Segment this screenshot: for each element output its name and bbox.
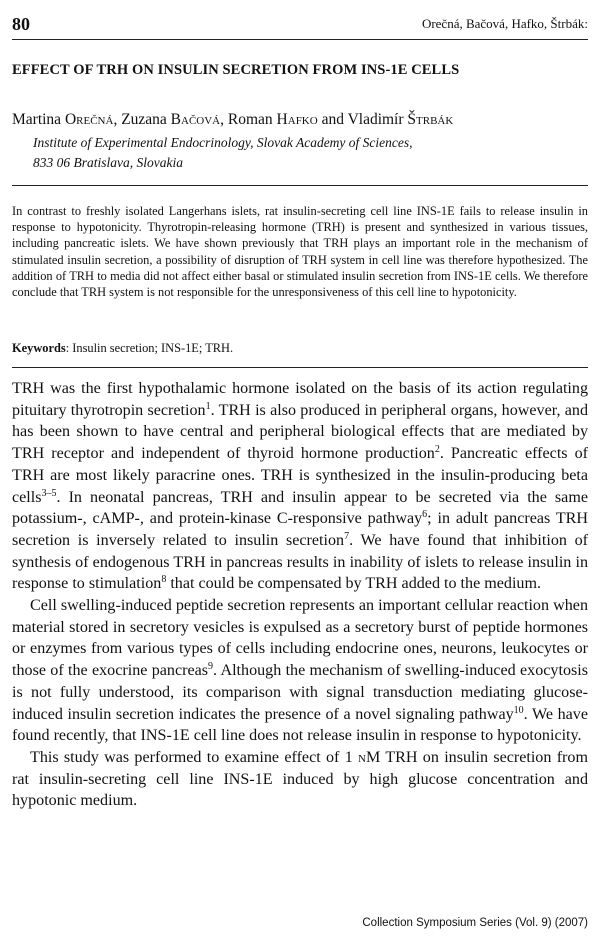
author-2: Zuzana Bačová,: [121, 111, 228, 128]
affiliation-line-1: Institute of Experimental Endocrinology, Slovak Academy of Sciences,: [33, 135, 413, 150]
keywords: [12, 340, 588, 356]
paragraph-3: This study was performed to examine effect of 1 nM TRH on insulin secretion from rat insulin-secreting cell line INS-1E induced by high glucose concentration and hypotonic medium.: [12, 748, 588, 810]
reference-marker: 1: [205, 400, 211, 412]
reference-marker: 9: [208, 661, 213, 673]
affiliation: [33, 133, 588, 173]
reference-marker: 7: [344, 530, 350, 542]
reference-marker: 2: [434, 444, 440, 456]
running-header: [12, 14, 588, 40]
reference-marker: 6: [422, 509, 428, 521]
header-divider: [12, 39, 588, 40]
author-1: Martina Orečná,: [12, 111, 122, 128]
author-list: [12, 111, 588, 129]
affiliation-line-2: 833 06 Bratislava, Slovakia: [33, 155, 183, 170]
unit-nanomolar: nM: [358, 748, 381, 766]
page-number: 80: [12, 14, 30, 34]
journal-footer: Collection Symposium Series (Vol. 9) (2007): [362, 917, 588, 929]
author-3: Roman Hafko and: [227, 111, 348, 128]
author-4: Vladimír Štrbák: [347, 111, 454, 128]
abstract-top-divider: [12, 185, 588, 186]
reference-marker: 3–5: [41, 487, 57, 499]
paper-title: EFFECT OF TRH ON INSULIN SECRETION FROM INS-1E CELLS: [12, 62, 460, 78]
abstract: In contrast to freshly isolated Langerhans islets, rat insulin-secreting cell line INS-1E fails to release insulin in response to hypotonicity. Thyrotropin-releasing hormone (TRH) is present and synthesized in various tissues, including pancreatic islets. We have shown previously that TRH plays an important role in the mechanism of stimulated insulin secretion, a possibility of disruption of TRH system in cell line was therefore hypothesized. The addition of TRH to media did not affect either basal or stimulated insulin secretion from INS-1E cells. We therefore conclude that TRH system is not responsible for the unresponsiveness of this cell line to hypotonicity.: [12, 204, 588, 300]
keywords-label: Keywords: [12, 341, 66, 355]
paragraph-1: TRH was the first hypothalamic hormone isolated on the basis of its action regulating pituitary thyrotropin secretion$^1$. TRH is also produced in peripheral organs, however, and has been shown to have central and peripheral biological effects that are mediated by TRH receptor and independent of thyroid hormone production$^2$. Pancreatic effects of TRH are most likely paracrine ones. TRH is synthesized in the insulin-producing beta cells$^{3-5}$. In neonatal pancreas, TRH and insulin appear to be secreted via the same potassium-, cAMP-, and protein-kinase C-responsive pathway$^6$; in adult pancreas TRH secretion is inversely related to insulin secretion$^7$. We have found that inhibition of synthesis of endogenous TRH in pancreas results in inability of islets to release insulin in response to stimulation$^8$ that could be compensated by TRH added to the medium.: [12, 380, 589, 593]
body-text: [12, 378, 588, 812]
abstract-bottom-divider: [12, 367, 588, 368]
running-authors: Orečná, Bačová, Hafko, Štrbák:: [421, 16, 588, 31]
reference-marker: 8: [161, 574, 167, 586]
keywords-text: : Insulin secretion; INS-1E; TRH.: [65, 341, 234, 355]
paragraph-2: Cell swelling-induced peptide secretion represents an important cellular reaction when material stored in secretory vesicles is expulsed as a secretory burst of peptide hormones or enzymes from various types of cells including endocrine ones, neurons, leukocytes or those of the exocrine pancreas$^9$. Although the mechanism of swelling-induced exocytosis is not fully understood, its comparison with signal transduction mediating glucose-induced insulin secretion indicates the presence of a novel signaling pathway$^{10}$. We have found recently, that INS-1E cell line does not release insulin in response to hypotonicity.: [12, 597, 588, 745]
reference-marker: 10: [513, 704, 524, 716]
